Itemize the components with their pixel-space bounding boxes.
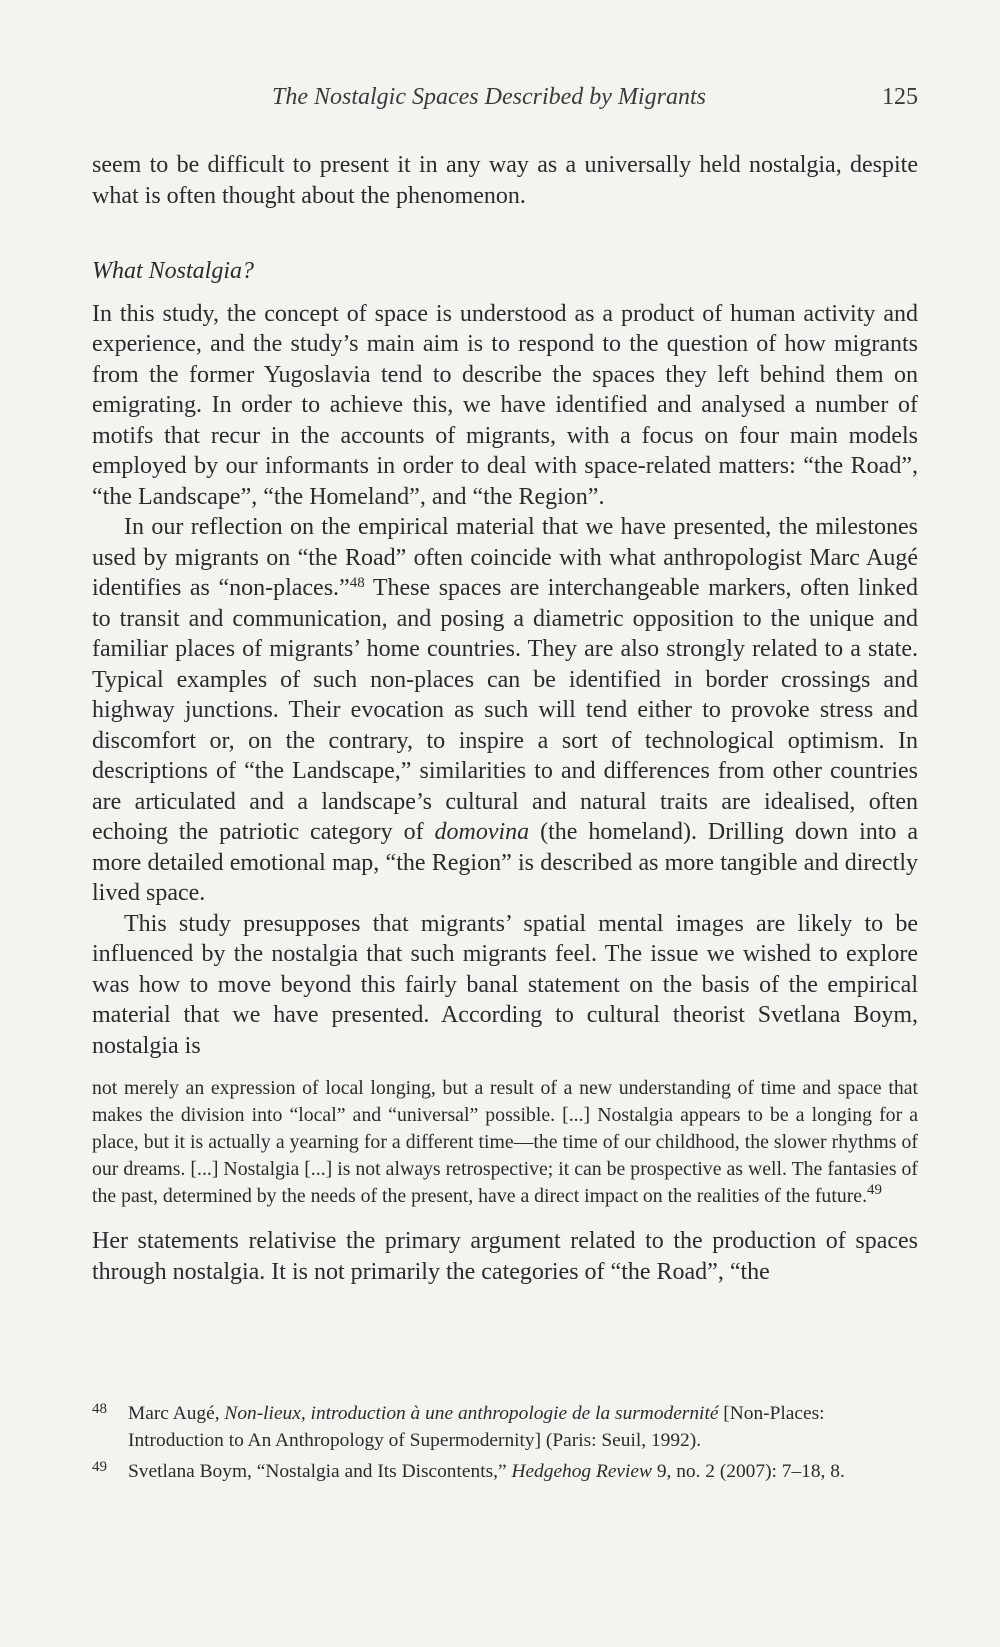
block-quote — [92, 1075, 918, 1210]
footnote-text: [Non-Places: Introduction to An Anthropology of Supermodernity] (Paris: Seuil, 1992). — [128, 1403, 825, 1451]
page-number: 125 — [882, 84, 918, 110]
footnote-title: Hedgehog Review — [511, 1461, 652, 1482]
section-heading: What Nostalgia? — [92, 258, 255, 284]
footnote-ref-48[interactable]: 48 — [349, 575, 365, 591]
main-text — [92, 150, 918, 1287]
italic-term: domovina — [434, 819, 530, 845]
footnote-ref-49[interactable]: 49 — [867, 1182, 883, 1198]
paragraph-text: These spaces are interchangeable markers, often linked to transit and communication, and posing a diametric opposition to the unique and familiar places of migrants’ home countries. They are also strongly related to a state. Typical examples of such non-places can be identified in border crossings and highway junctions. Their evocation as such will tend either to provoke stress and discomfort or, on the contrary, to inspire a sort of technological optimism. In descriptions of “the Landscape,” similarities to and differences from other countries are articulated and a landscape’s cultural and natural traits are idealised, often echoing the patriotic category of — [92, 575, 919, 845]
footnote-text: Svetlana Boym, “Nostalgia and Its Discontents,” — [128, 1461, 512, 1482]
paragraph-continued: seem to be difficult to present it in any way as a universally held nostalgia, despite what is often thought about the phenomenon. — [92, 152, 918, 209]
footnote-number: 48 — [92, 1401, 107, 1417]
paragraph-intro: In this study, the concept of space is understood as a product of human activity and experience, and the study’s main aim is to respond to the question of how migrants from the former Yugoslavia tend to describe the spaces they left behind them on emigrating. In order to achieve this, we have identified and analysed a number of motifs that recur in the accounts of migrants, with a focus on four main models employed by our informants in order to deal with space-related matters: “the Road”, “the Landscape”, “the Homeland”, and “the Region”. — [92, 300, 918, 510]
paragraph-text: In our reflection on the empirical material that we have presented, the milestones used by migrants on “the Road” often coincide with what anthropologist Marc Augé identifies as “non-places.” — [92, 514, 918, 601]
footnotes — [92, 1400, 918, 1489]
footnote-49 — [92, 1458, 918, 1485]
footnote-text: Marc Augé, — [128, 1403, 225, 1424]
footnote-number: 49 — [92, 1459, 107, 1475]
paragraph-text: (the homeland). Drilling down into a more detailed emotional map, “the Region” is described as more tangible and directly lived space. — [92, 819, 918, 906]
footnote-text: 9, no. 2 (2007): 7–18, 8. — [651, 1461, 845, 1482]
running-header — [92, 84, 918, 118]
paragraph-statements: Her statements relativise the primary argument related to the production of spaces through nostalgia. It is not primarily the categories of “the Road”, “the — [92, 1228, 918, 1285]
running-title: The Nostalgic Spaces Described by Migrants — [272, 84, 706, 110]
quote-text: not merely an expression of local longing, but a result of a new understanding of time and space that makes the division into “local” and “universal” possible. [...] Nostalgia appears to be a longing for a place, but it is actually a yearning for a different time—the time of our childhood, the slower rhythms of our dreams. [...] Nostalgia [...] is not always retrospective; it can be prospective as well. The fantasies of the past, determined by the needs of the present, have a direct impact on the realities of the future. — [92, 1077, 918, 1207]
footnote-48 — [92, 1400, 918, 1454]
paragraph-presupposition: This study presupposes that migrants’ spatial mental images are likely to be influenced by the nostalgia that such migrants feel. The issue we wished to explore was how to move beyond this fairly banal statement on the basis of the empirical material that we have presented. According to cultural theorist Svetlana Boym, nostalgia is — [92, 910, 918, 1059]
footnote-title: Non-lieux, introduction à une anthropologie de la surmodernité — [224, 1403, 719, 1424]
paragraph-reflection — [92, 512, 918, 909]
